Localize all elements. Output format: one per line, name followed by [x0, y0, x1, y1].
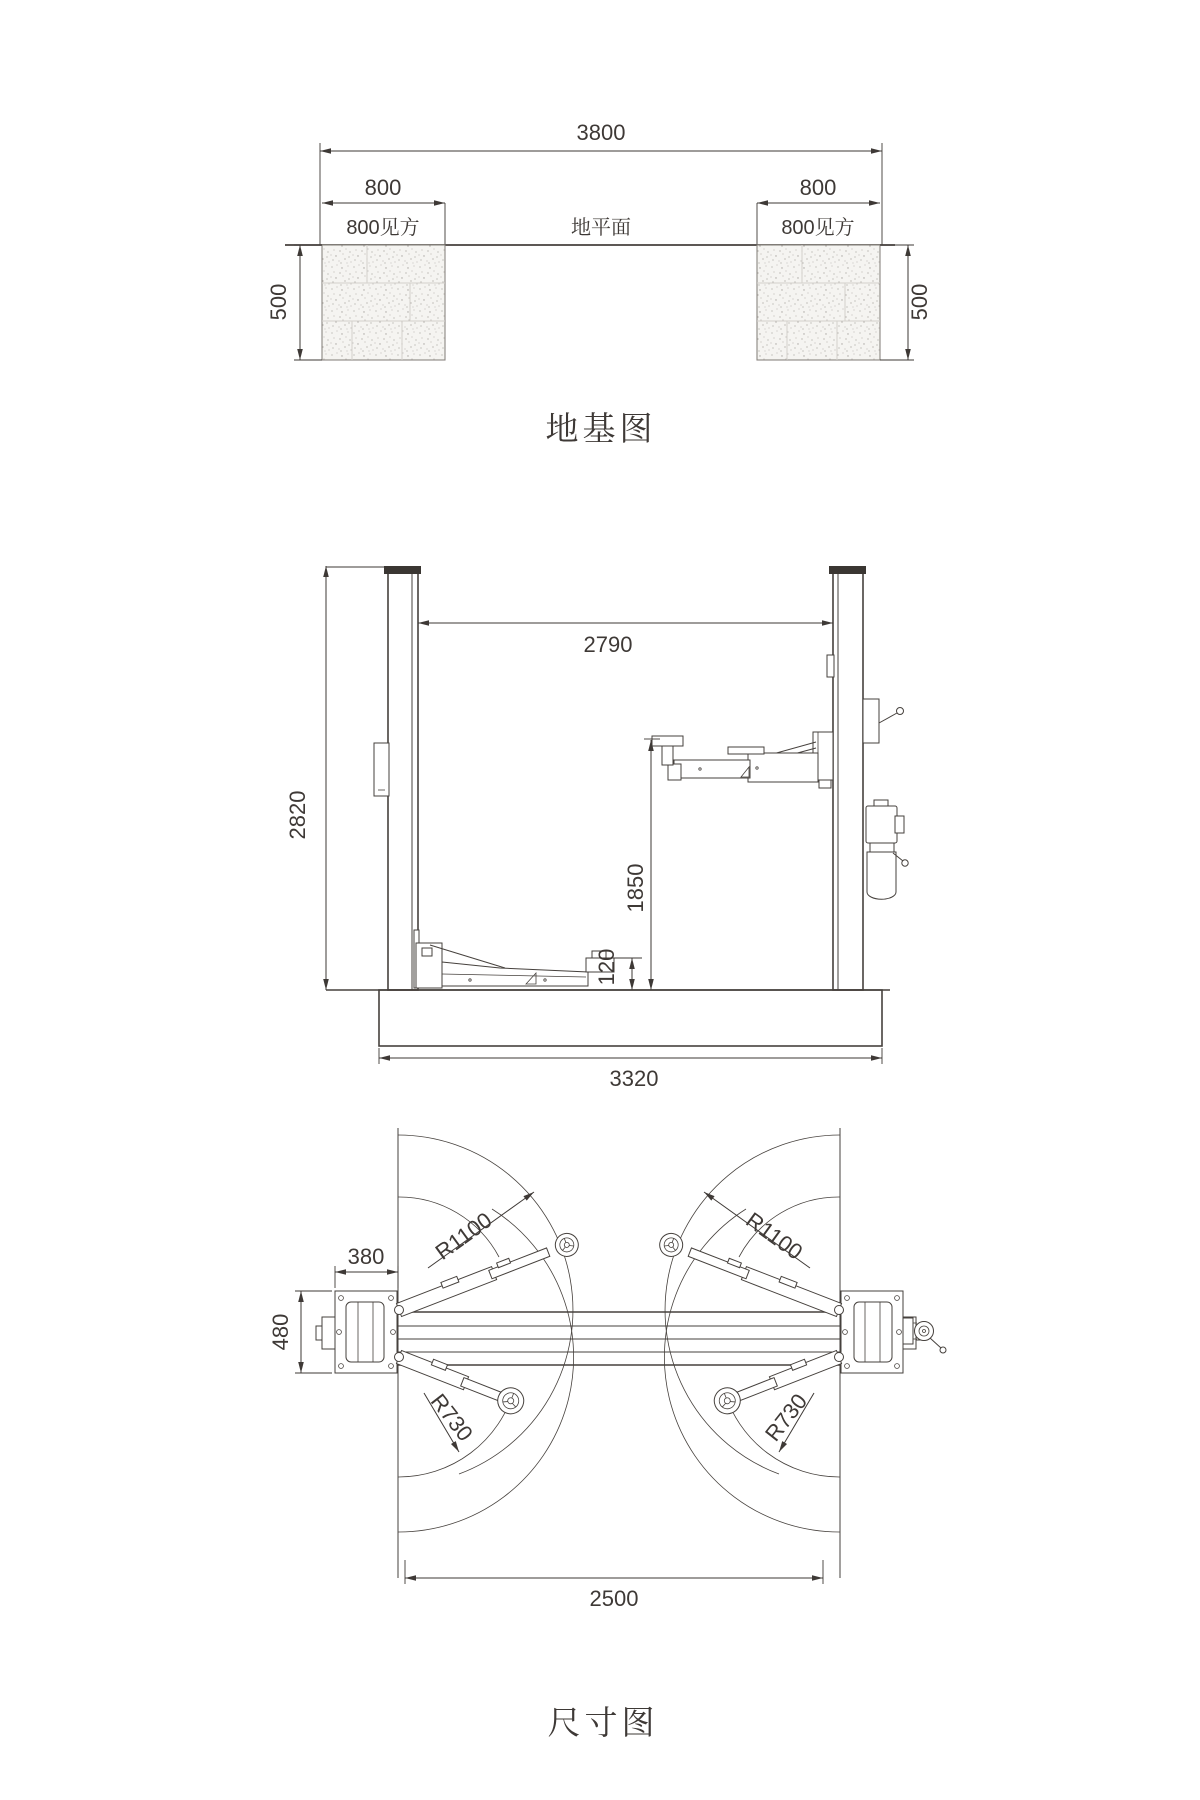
column-base-plate	[316, 1291, 397, 1373]
dim-base-width: 3320	[609, 1066, 659, 1091]
label-r730-left: R730	[425, 1388, 478, 1446]
lower-swing-arm	[394, 1345, 527, 1418]
lowered-arm	[442, 962, 588, 986]
lower-arm-pivot	[395, 1353, 404, 1362]
dim-clear-width: 2790	[583, 632, 633, 657]
elevation-view	[285, 566, 908, 1091]
label-r730-right: R730	[760, 1388, 813, 1446]
right-column-tab	[827, 655, 834, 677]
motor	[866, 806, 897, 843]
power-unit	[866, 800, 908, 899]
control-lever-knob	[897, 708, 904, 715]
floor-rails	[398, 1312, 840, 1365]
dim-min-pad-height: 120	[594, 948, 619, 986]
arm-inner-section	[674, 760, 750, 778]
dim-overall-width: 3800	[576, 120, 626, 145]
lowered-arm-assembly	[414, 930, 614, 988]
lift-pad-raised	[652, 736, 683, 746]
plan-release-knob	[940, 1347, 946, 1353]
label-left-block-square: 800见方	[346, 217, 420, 239]
base-plate	[379, 990, 882, 1046]
pad-screw-post	[662, 746, 673, 765]
dim-500-left	[266, 245, 322, 360]
control-box	[863, 699, 904, 743]
arm-pad	[494, 1384, 528, 1418]
left-column-cap	[384, 566, 421, 574]
label-right-block-square: 800见方	[781, 217, 855, 239]
side-bracket	[322, 1317, 335, 1349]
dim-plate-width: 380	[347, 1244, 385, 1269]
raised-arm-assembly	[652, 732, 833, 788]
dim-inner-width: 2500	[589, 1586, 639, 1611]
dim-left-depth: 500	[266, 283, 291, 321]
dim-right-block-width: 800	[799, 175, 837, 200]
release-knob	[902, 860, 908, 866]
label-r1100-left: R1100	[430, 1207, 497, 1265]
right-column	[827, 566, 908, 990]
pad-screw-lowered	[422, 948, 432, 956]
foundation-diagram-title: 地基图	[545, 410, 657, 447]
dim-plate-depth: 480	[268, 1313, 293, 1351]
oil-tank	[867, 852, 896, 899]
dim-total-height: 2820	[285, 790, 310, 840]
plan-left-assembly	[316, 1135, 582, 1532]
dim-500-right	[880, 245, 932, 360]
foundation-block-left	[322, 245, 445, 360]
dim-left-block-width: 800	[364, 175, 402, 200]
label-ground-plane: 地平面	[571, 217, 631, 239]
dim-pad-height: 1850	[623, 863, 648, 913]
plan-view	[268, 1128, 946, 1741]
dimension-diagram-title: 尺寸图	[547, 1704, 659, 1741]
foundation-diagram	[266, 120, 932, 447]
motor-circle	[915, 1322, 934, 1341]
upper-arm-pivot	[395, 1306, 404, 1315]
label-r1100-right: R1100	[741, 1207, 808, 1265]
left-column-lock-box	[374, 743, 389, 796]
foundation-block-right	[757, 245, 880, 360]
dim-right-depth: 500	[907, 283, 932, 321]
plan-right-assembly	[656, 1135, 922, 1532]
right-column-cap	[829, 566, 866, 574]
arm-pad	[552, 1230, 582, 1260]
left-column	[374, 566, 421, 990]
pump-flange	[870, 843, 894, 852]
